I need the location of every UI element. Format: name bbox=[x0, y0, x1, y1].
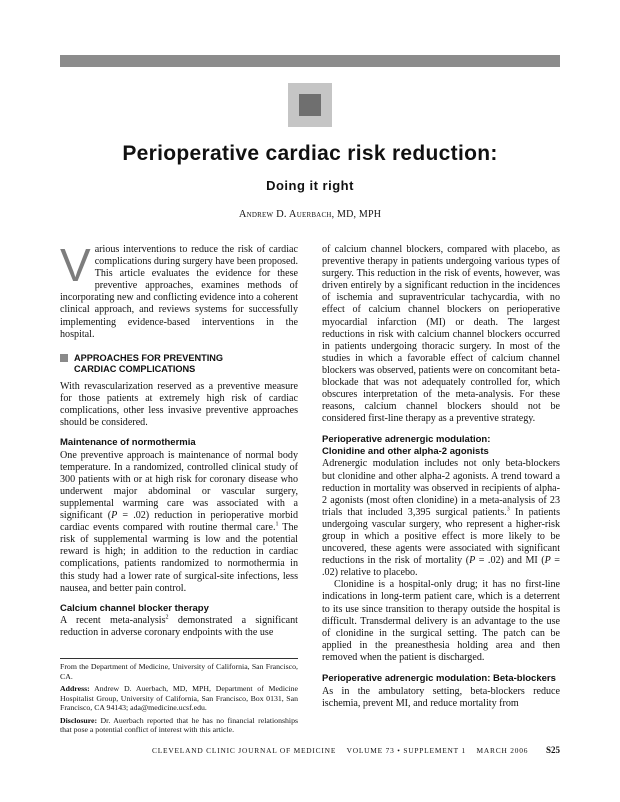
footnote-divider bbox=[60, 658, 298, 659]
journal-info: CLEVELAND CLINIC JOURNAL OF MEDICINE VOLUME 73 • SUPPLEMENT 1 MARCH 2006 bbox=[152, 746, 529, 755]
p-value-variable: P bbox=[111, 510, 118, 522]
drop-cap: V bbox=[60, 239, 91, 291]
article-title: Perioperative cardiac risk reduction: bbox=[122, 142, 498, 165]
author-degrees: , MD, MPH bbox=[331, 209, 382, 220]
text-run: demonstrated a significant reduction in adverse coronary endpoints with the use bbox=[60, 615, 298, 639]
reference-marker: 1 bbox=[275, 521, 279, 528]
intro-paragraph bbox=[60, 239, 299, 341]
address-label: Address: bbox=[60, 684, 90, 693]
right-column bbox=[322, 244, 560, 710]
calcium-paragraph bbox=[60, 615, 298, 639]
disclosure-note bbox=[60, 716, 298, 735]
page-footer bbox=[60, 746, 560, 758]
section-paragraph: With revascularization reserved as a preventive measure for those patients at extremely high risk of cardiac complications, other less invasive preventive approaches should be considered. bbox=[60, 380, 298, 429]
author-name: Andrew D. Auerbach bbox=[238, 209, 332, 220]
address-note bbox=[60, 684, 298, 713]
footnotes bbox=[60, 662, 298, 738]
clonidine-hospital-paragraph: Clonidine is a hospital-only drug; it has no first-line indications in long-term patient care, which is a deterrent to its use since transition to therapy outside the hospital is difficult. Transdermal delivery is an advantage to the use of clonidine in the surgical setting. The patch can be applied in the preanesthesia holding area and then removed when the patient is discharged. bbox=[322, 579, 560, 663]
section-square-icon bbox=[60, 354, 68, 362]
normothermia-paragraph bbox=[60, 450, 298, 595]
subheading-line1: Perioperative adrenergic modulation: bbox=[322, 434, 491, 446]
subheading-beta-blockers: Perioperative adrenergic modulation: Beta-blockers bbox=[322, 673, 556, 684]
affiliation-note: From the Department of Medicine, University of California, San Francisco, CA. bbox=[60, 662, 298, 681]
subheading-calcium: Calcium channel blocker therapy bbox=[60, 602, 209, 614]
section-heading-line1: APPROACHES FOR PREVENTING bbox=[74, 352, 224, 363]
author-line bbox=[60, 209, 560, 220]
calcium-continued-paragraph: of calcium channel blockers, compared with placebo, as preventive therapy in patients undergoing various types of surgery. This reduction in the risk of events, however, was driven entirely by a significant reduction in the incidences of ischemia and supraventricular tachycardia, with no effect of calcium channel blockers on perioperative myocardial infarction (MI) or death. The largest reductions in risk with calcium channel blockers occurred in patients undergoing thoracic surgery. In most of the studies in which a favorable effect of calcium channel blockers was observed, patients were on concomitant beta-blockade that was not adequately controlled for, which obscures interpretation of the meta-analysis. For these reasons, calcium channel blockers should not be considered first-line therapy as a preventive strategy. bbox=[322, 244, 560, 425]
text-run: The risk of supplemental warming is low and the potential reward is high; in addition to the reduction in cardiac complications, patients randomized to normothermia in this study had a lower rate of surgical-site infections, less nausea, and better pain control. bbox=[60, 522, 298, 594]
page-number: S25 bbox=[545, 745, 560, 755]
text-run: = .02) reduction in perioperative morbid cardiac events compared with routine thermal care. bbox=[60, 510, 298, 534]
intro-text: arious interventions to reduce the risk of cardiac complications during surgery have been proposed. This article evaluates the evidence for these preventive approaches, examines methods of incorporating new and conflicting evidence into a coherent clinical approach, and reviews systems for successfully implementing evidence-based interventions in the hospital. bbox=[60, 244, 299, 340]
disclosure-text: Dr. Auerbach reported that he has no financial relationships that pose a potential conflict of interest with this article. bbox=[60, 715, 298, 734]
reference-marker: 2 bbox=[165, 614, 169, 621]
text-run: A recent meta-analysis bbox=[60, 615, 166, 627]
p-value-variable: P bbox=[469, 555, 476, 567]
text-run: = .02) and MI ( bbox=[475, 555, 545, 567]
beta-blocker-paragraph: As in the ambulatory setting, beta-blockers reduce ischemia, prevent MI, and reduce mortality from bbox=[322, 685, 560, 709]
journal-logo-icon bbox=[288, 83, 332, 127]
section-heading-line2: CARDIAC COMPLICATIONS bbox=[74, 363, 196, 374]
subheading-line2: Clonidine and other alpha-2 agonists bbox=[322, 445, 489, 457]
p-value-variable: P bbox=[544, 555, 551, 567]
address-text: Andrew D. Auerbach, MD, MPH, Department of Medicine Hospitalist Group, University of California, San Francisco, Box 0131, San Francisco, CA 94143; ada@medicine.ucsf.edu. bbox=[60, 684, 298, 712]
text-run: One preventive approach is maintenance of normal body temperature. In a randomized, controlled clinical study of 300 patients with or at high risk for coronary disease who underwent major abdominal or vascular surgery, supplemental warming care was associated with a significant ( bbox=[60, 449, 298, 522]
left-column bbox=[60, 239, 299, 639]
clonidine-paragraph bbox=[322, 458, 560, 579]
text-run: In patients undergoing vascular surgery, who represent a higher-risk group in which a positive effect is more likely to be uncovered, these agents were associated with significant reductions in the risk of mortality ( bbox=[322, 506, 560, 567]
reference-marker: 3 bbox=[506, 506, 510, 513]
header-bar bbox=[60, 55, 560, 67]
text-run: = .02) relative to placebo. bbox=[322, 555, 560, 579]
text-run: Adrenergic modulation includes not only beta-blockers but clonidine and other alpha-2 agonists. A trend toward a reduction in mortality was observed in recipients of alpha-2 agonists (most often clonidine) in a meta-analysis of 23 trials that included 3,395 surgical patients. bbox=[322, 458, 560, 518]
subheading-clonidine bbox=[322, 434, 560, 457]
article-subtitle: Doing it right bbox=[266, 178, 354, 193]
subheading-normothermia: Maintenance of normothermia bbox=[60, 437, 196, 449]
disclosure-label: Disclosure: bbox=[60, 715, 98, 725]
section-heading-approaches bbox=[60, 353, 298, 375]
